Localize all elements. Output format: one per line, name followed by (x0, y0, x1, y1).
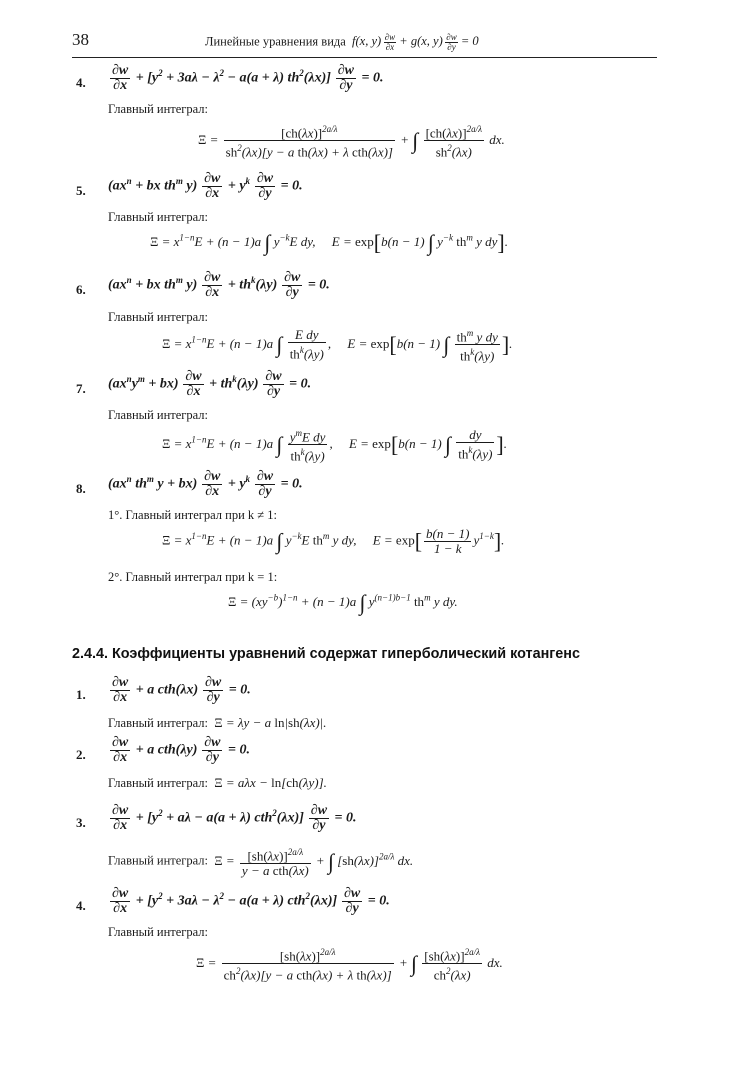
equation: $\frac{\partial w}{\partial x}$ + a cth(λx) $\frac{\partial w}{\partial y}$ = 0. (112, 675, 251, 705)
main-integral-label: Главный интеграл: Ξ = aλx − ln[ch(λy)]. (108, 775, 327, 790)
main-integral-label: Главный интеграл: (108, 210, 209, 224)
equation: $\frac{\partial w}{\partial x}$ + [$y^2 + 3a\lambda - \lambda^2 - a(a + \lambda)$ cth$^2$(λx)] $\frac{\partial w}{\partial y}$ = 0. (112, 886, 390, 916)
item-number: 7. (76, 381, 86, 396)
equation: ($ax^n$ + bx $th^m$ y) $\frac{\partial w}{\partial x}$ + $y^k$ $\frac{\partial w}{\partial y}$ = 0. (108, 171, 303, 201)
equation: $\frac{\partial w}{\partial x}$ + [$y^2 + 3a\lambda - \lambda^2 - a(a + \lambda)$ $th^2(\lambda x)$] $\frac{\partial w}{\partial y}$ = 0. (112, 63, 384, 93)
integral-formula: $\Xi = (xy^{-b})^{1-n} + (n - 1)a$ ∫ $y^{(n-1)b-1}$ $th^m$ y dy. (228, 590, 458, 615)
integral-formula: Ξ = $\frac{[ch(\lambda x)]^{2a/\lambda}}{sh^2(\lambda x)[y - a th(\lambda x) + \lambda cth(\lambda x)]}$ + ∫ $\frac{[ch(\lambda x)]^{2a/\lambda}}{sh^2(\lambda x)}$ dx. (198, 124, 505, 160)
main-integral-label: Главный интеграл: (108, 408, 209, 422)
integral-formula: Ξ = aλx − ln[ch(λy)]. (214, 775, 327, 790)
integral-formula: Ξ = λy − a ln|sh(λx)|. (214, 715, 327, 730)
main-integral-label: Главный интеграл: (108, 310, 209, 324)
running-title (205, 33, 479, 52)
main-integral-label: Главный интеграл: Ξ = λy − a ln|sh(λx)|. (108, 715, 327, 730)
equation: $(ax^ny^m + bx)$ $\frac{\partial w}{\partial x}$ + $th^k(\lambda y)$ $\frac{\partial w}{\partial y}$ = 0. (108, 369, 312, 399)
equation: $\frac{\partial w}{\partial x}$ + a cth(λy) $\frac{\partial w}{\partial y}$ = 0. (112, 735, 250, 765)
header-rule (72, 57, 657, 58)
page-number: 38 (72, 30, 89, 49)
item-number: 1. (76, 687, 86, 702)
integral-formula: $\Xi = x^{1-n}E + (n - 1)a$ ∫ $y^{-k}E$ $th^m$ y dy, E = exp[ $\frac{b(n - 1)}{1 - k}$ $y^{1-k}$]. (162, 526, 505, 556)
main-integral-label: Главный интеграл: (108, 925, 209, 939)
item-number: 3. (76, 815, 86, 830)
item-number: 4. (76, 898, 86, 913)
integral-formula: Ξ = $\frac{[sh(\lambda x)]^{2a/\lambda}}{\text{y − a cth(λx)}}$ + ∫ $[sh(\lambda x)]^{2a/\lambda}$ dx. (214, 847, 414, 879)
integral-formula: $\Xi = x^{1-n}E + (n - 1)a$ ∫ $\frac{y^mE dy}{th^k(\lambda y)}$ , E = exp[b(n − 1) ∫ $\frac{dy}{th^k(\lambda y)}$ ]. (162, 427, 507, 464)
integral-formula: Ξ = $\frac{[sh(\lambda x)]^{2a/\lambda}}{ch^2(\lambda x)[y - a cth(\lambda x) + \lambda th(\lambda x)]}$ + ∫ $\frac{[sh(\lambda x)]^{2a/\lambda}}{ch^2(\lambda x)}$ dx. (196, 947, 503, 983)
item-number: 5. (76, 183, 86, 198)
item-number: 8. (76, 481, 86, 496)
case-label: 1°. Главный интеграл при k ≠ 1: (108, 508, 278, 522)
integral-formula: $\Xi = x^{1-n}E + (n - 1)a$ ∫ $\frac{\text{E dy}}{th^k(\lambda y)}$ , E = exp[b(n − 1) ∫ $\frac{th^m y dy}{th^k(\lambda y)}$ ]. (162, 327, 513, 364)
case-label: 2°. Главный интеграл при k = 1: (108, 570, 278, 584)
equation: ($ax^n$ + bx $th^m$ y) $\frac{\partial w}{\partial x}$ + $th^k(\lambda y)$ $\frac{\partial w}{\partial y}$ = 0. (108, 270, 330, 300)
integral-formula: $\Xi = x^{1-n}E + (n - 1)a$ ∫ $y^{-k}E$ dy, E = exp[b(n − 1) ∫ $y^{-k}$ $th^m$ y dy]. (150, 230, 508, 255)
equation: ($ax^n$ $th^m$ y + bx) $\frac{\partial w}{\partial x}$ + $y^k$ $\frac{\partial w}{\partial y}$ = 0. (108, 469, 303, 499)
running-formula-visual: f(x, y) $\frac{\partial w}{\partial x}$ + g(x, y) $\frac{\partial w}{\partial y}$ = 0 (348, 32, 479, 52)
item-number: 2. (76, 747, 86, 762)
section-heading: 2.4.4. Коэффициенты уравнений содержат гиперболический котангенс (72, 646, 580, 662)
item-number: 4. (76, 75, 86, 90)
main-integral-label: Главный интеграл: (108, 102, 209, 116)
running-title-text: Линейные уравнения вида (205, 34, 346, 49)
item-number: 6. (76, 282, 86, 297)
main-integral-label: Главный интеграл: Ξ = $\frac{[sh(\lambda x)]^{2a/\lambda}}{\text{y − a cth(λx)}}$ + ∫ $[sh(\lambda x)]^{2a/\lambda}$ dx. (108, 847, 414, 879)
equation: $\frac{\partial w}{\partial x}$ + [$y^2 + a\lambda - a(a + \lambda)$ cth$^2$(λx)] $\frac{\partial w}{\partial y}$ = 0. (112, 803, 357, 833)
